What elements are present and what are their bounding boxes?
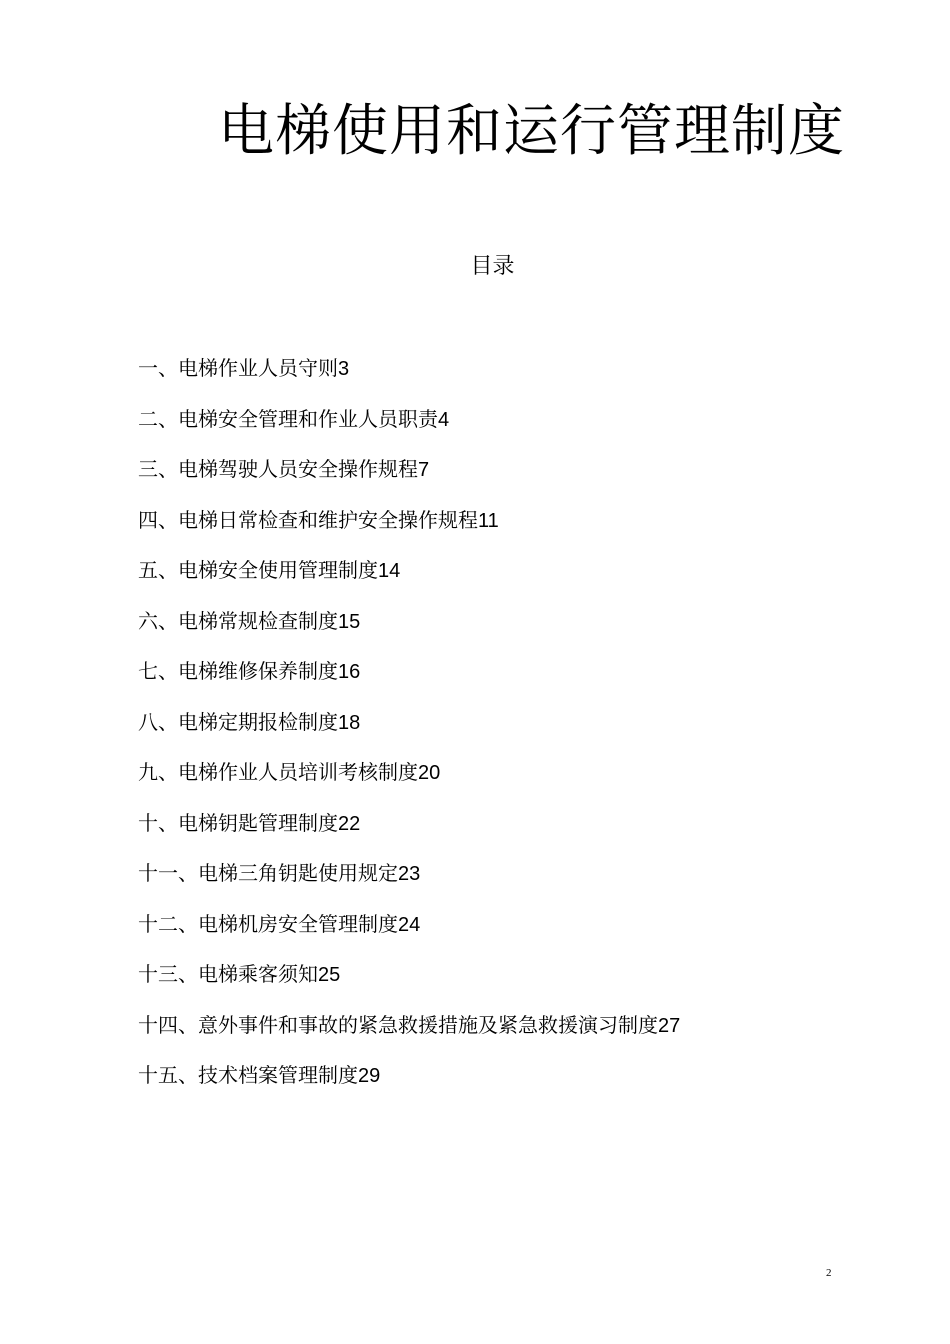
toc-item-label: 二、电梯安全管理和作业人员职责	[138, 406, 438, 431]
document-title: 电梯使用和运行管理制度	[218, 99, 845, 164]
toc-item[interactable]	[138, 957, 680, 1008]
toc-heading: 目录	[470, 254, 515, 279]
toc-item[interactable]	[138, 553, 680, 604]
toc-item-label: 七、电梯维修保养制度	[138, 659, 338, 683]
toc-item-page: 24	[398, 913, 421, 936]
toc-item-page: 22	[338, 812, 361, 835]
toc-item-page: 11	[478, 509, 499, 532]
toc-item[interactable]	[138, 604, 680, 655]
toc-item-label: 六、电梯常规检查制度	[138, 608, 338, 633]
toc-item-page: 29	[358, 1065, 381, 1087]
toc-item-page: 3	[338, 358, 350, 380]
toc-item-label: 十一、电梯三角钥匙使用规定	[138, 861, 398, 885]
toc-item[interactable]	[138, 351, 680, 402]
toc-item-label: 四、电梯日常检查和维护安全操作规程	[138, 507, 478, 532]
toc-item-label: 一、电梯作业人员守则	[138, 356, 338, 380]
toc-item-label: 十二、电梯机房安全管理制度	[138, 911, 398, 936]
toc-item-page: 4	[438, 408, 450, 431]
toc-item[interactable]	[138, 1058, 680, 1109]
toc-item-label: 三、电梯驾驶人员安全操作规程	[138, 457, 418, 481]
toc-item-label: 九、电梯作业人员培训考核制度	[138, 760, 418, 784]
toc-item[interactable]	[138, 654, 680, 705]
toc-item-page: 7	[418, 459, 430, 481]
toc-item-page: 20	[418, 762, 441, 784]
toc-item-label: 十三、电梯乘客须知	[138, 962, 318, 986]
table-of-contents	[138, 351, 680, 1109]
toc-item-label: 十四、意外事件和事故的紧急救援措施及紧急救援演习制度	[138, 1012, 658, 1037]
toc-item[interactable]	[138, 503, 680, 554]
toc-item-label: 八、电梯定期报检制度	[138, 709, 338, 734]
toc-item[interactable]	[138, 806, 680, 857]
toc-item-page: 15	[338, 610, 361, 633]
toc-item-page: 16	[338, 661, 361, 683]
toc-item-page: 14	[378, 560, 401, 582]
toc-item[interactable]	[138, 907, 680, 958]
toc-item[interactable]	[138, 856, 680, 907]
toc-item-page: 25	[318, 964, 341, 986]
toc-item[interactable]	[138, 402, 680, 453]
toc-item-label: 十、电梯钥匙管理制度	[138, 810, 338, 835]
toc-item-label: 十五、技术档案管理制度	[138, 1063, 358, 1087]
toc-item-page: 23	[398, 863, 421, 885]
toc-item[interactable]	[138, 452, 680, 503]
toc-item[interactable]	[138, 755, 680, 806]
toc-item-page: 27	[658, 1014, 681, 1037]
toc-item-label: 五、电梯安全使用管理制度	[138, 558, 378, 582]
page-number: 2	[826, 1267, 832, 1279]
toc-item[interactable]	[138, 1008, 680, 1059]
toc-item[interactable]	[138, 705, 680, 756]
toc-item-page: 18	[338, 711, 361, 734]
